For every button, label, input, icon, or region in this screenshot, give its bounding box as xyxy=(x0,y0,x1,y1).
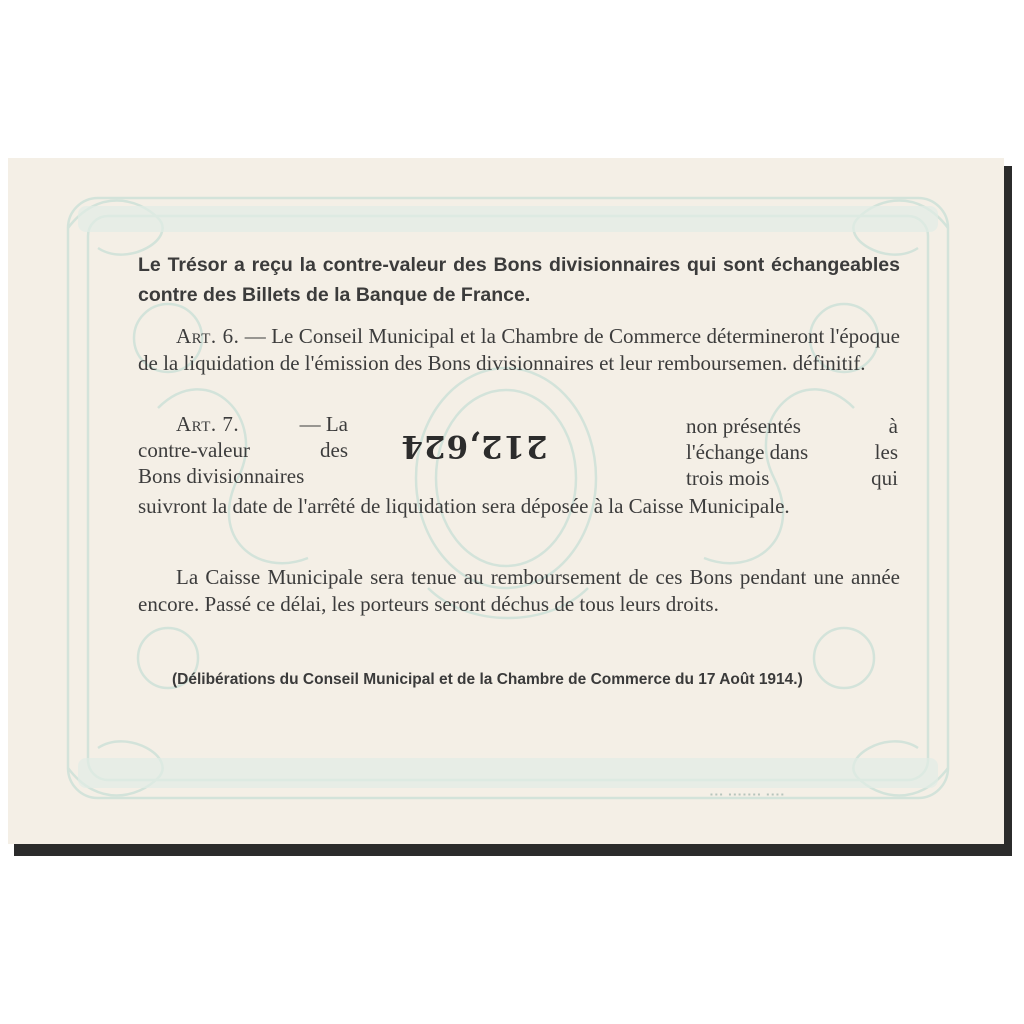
article-7-left-line-3: Bons divisionnaires xyxy=(138,464,305,488)
article-7-left-line-2a: contre-valeur xyxy=(138,438,250,462)
deliberations-footnote: (Délibérations du Conseil Municipal et de la Chambre de Commerce du 17 Août 1914.) xyxy=(172,671,803,688)
article-7-continuation: suivront la date de l'arrêté de liquidation sera déposée à la Caisse Municipale. xyxy=(138,494,790,518)
article-7-right-line-3a: trois mois xyxy=(686,466,770,490)
caisse-municipale-paragraph: La Caisse Municipale sera tenue au remboursement de ces Bons pendant une année encore. Passé ce délai, les porteurs seront déchus de tous leurs droits. xyxy=(138,565,900,616)
article-7-right-line-2a: l'échange dans xyxy=(686,440,809,464)
printer-imprint-mark: ▪▪▪ ▪▪▪▪▪▪▪ ▪▪▪▪ xyxy=(710,790,786,799)
article-6 xyxy=(138,323,900,377)
banknote-reverse xyxy=(8,158,1004,844)
article-6-text: — Le Conseil Municipal et la Chambre de Commerce détermineront l'époque de la liquidation de l'émission des Bons divisionnaires et leur remboursemen. définitif. xyxy=(138,324,901,375)
article-7-left-column xyxy=(138,411,348,489)
serial-number: 212,624 xyxy=(400,428,548,464)
treasury-statement: Le Trésor a reçu la contre-valeur des Bons divisionnaires qui sont échangeables contre des Billets de la Banque de France. xyxy=(138,254,900,306)
article-7-right-line-2b: les xyxy=(874,440,898,464)
article-7-right-line-1a: non présentés xyxy=(686,414,801,438)
article-6-label: Art. 6. xyxy=(176,324,240,348)
article-7-right-line-3b: qui xyxy=(871,466,898,490)
article-7-right-column xyxy=(686,413,898,491)
article-7-left-line-2b: des xyxy=(320,438,348,462)
article-7-dash: — La xyxy=(299,412,348,436)
article-7-label: Art. 7. xyxy=(176,412,240,436)
article-7-right-line-1b: à xyxy=(888,414,898,438)
